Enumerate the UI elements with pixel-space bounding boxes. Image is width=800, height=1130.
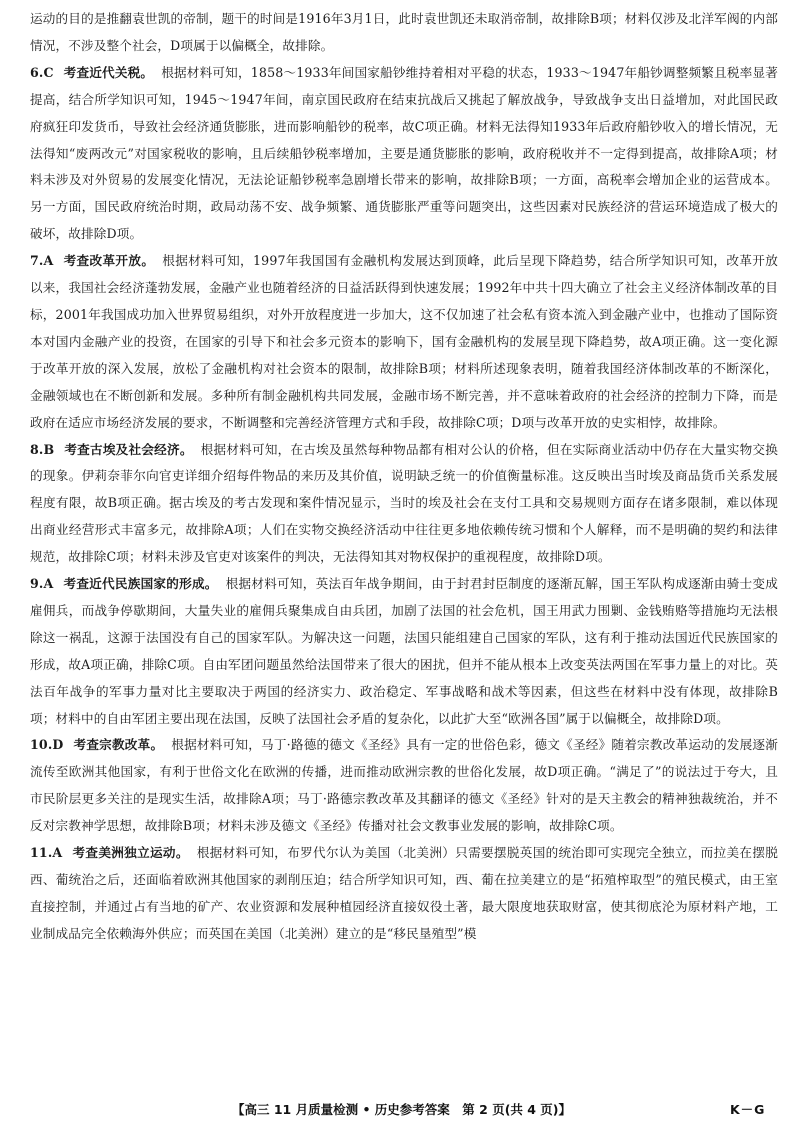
item-number: 8.: [30, 441, 44, 457]
item-explanation: 根据材料可知，英法百年战争期间，由于封君封臣制度的逐渐瓦解，国王军队构成逐渐由骑士变成雇佣兵，而战争停歇期间，大量失业的雇佣兵聚集成自由兵团，加剧了法国的社会危机，国王用武力围剿、金钱贿赂等措施均无法根除这一祸乱，这源于法国没有自己的国家军队。为解决这一问题，法国只能组建自己国家的军队，这有利于推动法国近代民族国家的形成，故A项正确，排除C项。自由军团问题虽然给法国带来了很大的困扰，但并不能从根本上改变英法两国在军事力量上的对比。英法百年战争的军事力量对比主要取决于两国的经济实力、政治稳定、军事战略和战术等因素，但这些在材料中没有体现，故排除B项；材料中的自由军团主要出现在法国，反映了法国社会矛盾的复杂化，以此扩大至“欧洲各国”属于以偏概全，故排除D项。: [30, 576, 778, 726]
answer-item: [30, 840, 778, 948]
answer-item: [30, 437, 778, 572]
item-number: 7.: [30, 253, 44, 269]
item-explanation: 根据材料可知，1997年我国国有金融机构发展达到顶峰，此后呈现下降趋势，结合所学知识可知，改革开放以来，我国社会经济蓬勃发展，金融产业也随着经济的日益活跃得到快速发展；1992年中共十四大确立了社会主义经济体制改革的目标，2001年我国成功加入世界贸易组织，对外开放程度进一步加大，这不仅加速了社会私有资本流入到金融产业中，也推动了国际资本对国内金融产业的投资，在国家的引导下和社会多元资本的影响下，国有金融机构的发展呈现下降趋势，故A项正确。这一变化源于改革开放的深入发展，放松了金融机构对社会资本的限制，故排除B项；材料所述现象表明，随着我国经济体制改革的不断深化，金融领域也在不断创新和发展。多种所有制金融机构共同发展，金融市场不断完善，并不意味着政府的社会经济的控制力下降，而是政府在适应市场经济发展的要求，不断调整和完善经济管理方式和手段，故排除C项；D项与改革开放的史实相悖，故排除。: [30, 253, 778, 430]
item-explanation: 根据材料可知，布罗代尔认为美国（北美洲）只需要摆脱英国的统治即可实现完全独立，而拉美在摆脱西、葡统治之后，还面临着欧洲其他国家的剥削压迫；结合所学知识可知，西、葡在拉美建立的是“拓殖榨取型”的殖民模式，由王室直接控制，并通过占有当地的矿产、农业资源和发展种植园经济直接奴役土著，最大限度地获取财富，使其彻底沦为原材料产地，工业制成品完全依赖海外供应；而英国在美国（北美洲）建立的是“移民垦殖型”模: [30, 845, 779, 941]
item-topic: 考查美洲独立运动。: [72, 845, 189, 861]
item-number: 11.: [30, 845, 53, 861]
item-explanation: 根据材料可知，1858～1933年间国家船钞维持着相对平稳的状态，1933～1947年船钞调整频繁且税率显著提高，结合所学知识可知，1945～1947年间，南京国民政府在结束抗战后又挑起了解放战争，导致战争支出日益增加，对此国民政府疯狂印发货币，导致社会经济通货膨胀，进而影响船钞的税率，故C项正确。材料无法得知1933年后政府船钞收入的增长情况，无法得知“废两改元”对国家税收的影响，且后续船钞税率增加，主要是通货膨胀的影响，政府税收并不一定得到提高，故排除A项；材料未涉及对外贸易的发展变化情况，无法论证船钞税率急剧增长带来的影响，故排除B项；一方面，高税率会增加企业的运营成本。另一方面，国民政府统治时期，政局动荡不安、战争频繁、通货膨胀严重等问题突出，这些因素对民族经济的营运环境造成了极大的破坏，故排除D项。: [30, 64, 778, 242]
answer-list: [30, 60, 778, 948]
item-explanation: 根据材料可知，在古埃及虽然每种物品都有相对公认的价格，但在实际商业活动中仍存在大量实物交换的现象。伊莉奈菲尔向官吏详细介绍每件物品的来历及其价值，说明缺乏统一的价值衡量标准。这反映出当时埃及商品货币关系发展程度有限，故B项正确。据古埃及的考古发现和案件情况显示，当时的埃及社会在支付工具和交易规则方面存在诸多限制，难以体现出商业经营形式丰富多元，故排除A项；人们在实物交换经济活动中往往更多地依赖传统习惯和个人解释，而不是明确的契约和法律规范，故排除C项；材料未涉及官吏对该案件的判决，无法得知其对物权保护的重视程度，故排除D项。: [30, 441, 778, 565]
item-answer: A: [52, 845, 63, 861]
item-number: 6.: [30, 64, 44, 80]
footer-title: 【高三 11 月质量检测 • 历史参考答案 第 2 页(共 4 页)】: [232, 1102, 572, 1117]
page-footer: [0, 1100, 800, 1124]
item-number: 10.: [30, 737, 53, 753]
item-topic: 考查古埃及社会经济。: [64, 441, 193, 457]
item-topic: 考查近代民族国家的形成。: [63, 576, 218, 592]
footer-code: K－G: [730, 1102, 766, 1117]
item-answer: C: [43, 64, 54, 80]
item-explanation: 根据材料可知，马丁·路德的德文《圣经》具有一定的世俗色彩，德文《圣经》随着宗教改革运动的发展逐渐流传至欧洲其他国家，有利于世俗文化在欧洲的传播，进而推动欧洲宗教的世俗化发展，故D项正确。“满足了”的说法过于夸大，且市民阶层更多关注的是现实生活，故排除A项；马丁·路德宗教改革及其翻译的德文《圣经》针对的是天主教会的精神独裁统治，并不反对宗教神学思想，故排除B项；材料未涉及德文《圣经》传播对社会文教事业发展的影响，故排除C项。: [30, 737, 778, 834]
answer-item: [30, 571, 778, 732]
item-topic: 考查宗教改革。: [73, 737, 164, 753]
answer-item: [30, 248, 778, 436]
item-answer: A: [43, 576, 54, 592]
item-answer: B: [43, 441, 55, 457]
item-number: 9.: [30, 576, 44, 592]
item-topic: 考查近代关税。: [63, 64, 154, 80]
item-answer: A: [43, 253, 54, 269]
answer-item: [30, 60, 778, 248]
answer-item: [30, 732, 778, 840]
intro-paragraph: 运动的目的是推翻袁世凯的帝制，题干的时间是1916年3月1日，此时袁世凯还未取消帝制，故排除B项；材料仅涉及北洋军阀的内部情况，不涉及整个社会，D项属于以偏概全，故排除。: [30, 11, 778, 53]
item-topic: 考查改革开放。: [63, 253, 155, 269]
item-answer: D: [52, 737, 64, 753]
